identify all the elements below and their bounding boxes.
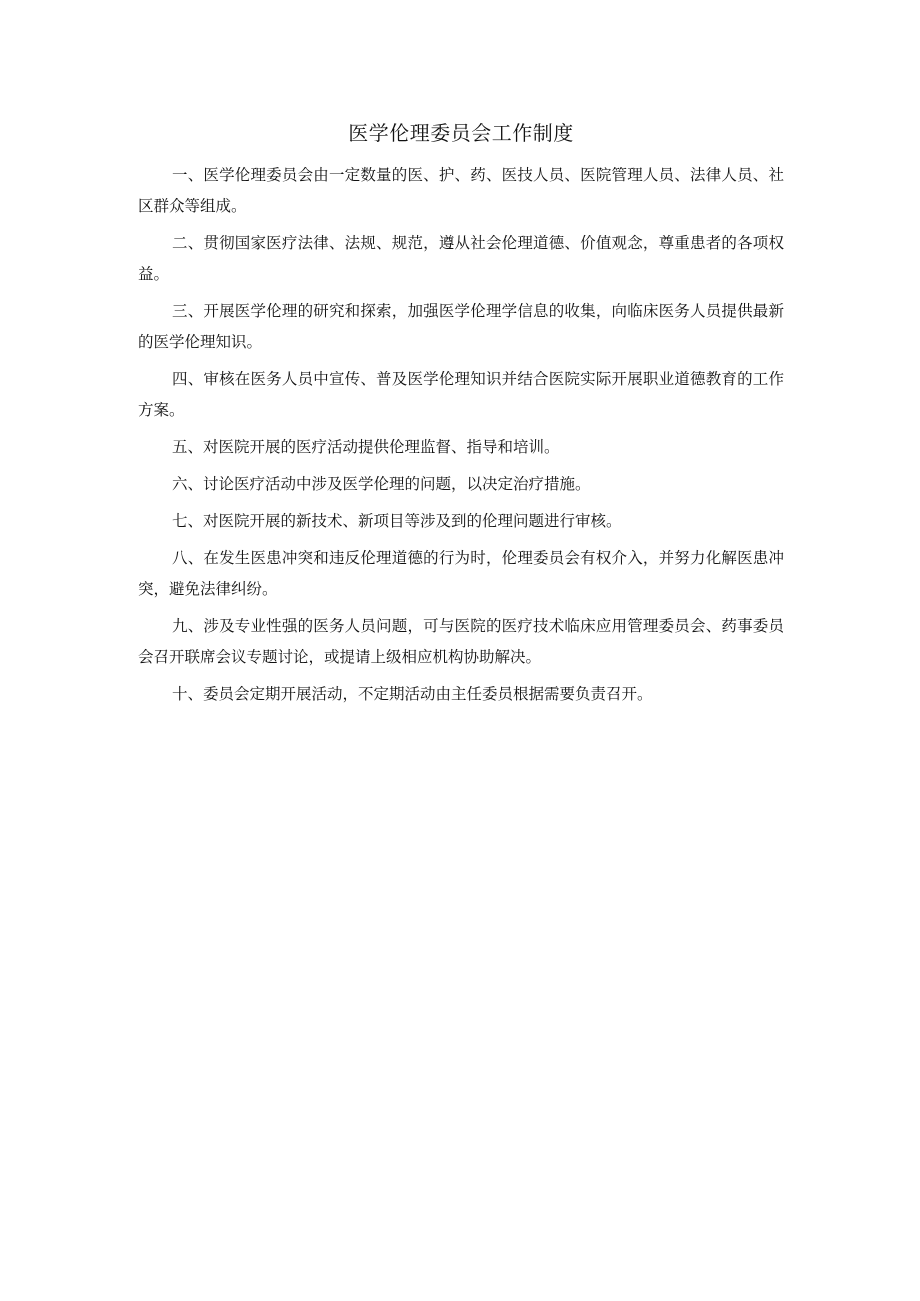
paragraph-6: 六、讨论医疗活动中涉及医学伦理的问题，以决定治疗措施。 (172, 475, 591, 493)
paragraph-9: 九、涉及专业性强的医务人员问题，可与医院的医疗技术临床应用管理委员会、药事委员会召开联席会议专题讨论，或提请上级相应机构协助解决。 (138, 617, 784, 666)
paragraph-10: 十、委员会定期开展活动，不定期活动由主任委员根据需要负责召开。 (172, 685, 653, 703)
paragraph-1: 一、医学伦理委员会由一定数量的医、护、药、医技人员、医院管理人员、法律人员、社区群众等组成。 (138, 166, 784, 215)
paragraph-7: 七、对医院开展的新技术、新项目等涉及到的伦理问题进行审核。 (172, 512, 622, 530)
document-title: 医学伦理委员会工作制度 (348, 121, 574, 145)
paragraph-5: 五、对医院开展的医疗活动提供伦理监督、指导和培训。 (172, 438, 560, 456)
document-page (138, 118, 784, 716)
paragraph-2: 二、贯彻国家医疗法律、法规、规范，遵从社会伦理道德、价值观念，尊重患者的各项权益。 (138, 234, 784, 283)
paragraph-4: 四、审核在医务人员中宣传、普及医学伦理知识并结合医院实际开展职业道德教育的工作方案。 (138, 370, 784, 419)
paragraph-3: 三、开展医学伦理的研究和探索，加强医学伦理学信息的收集，向临床医务人员提供最新的医学伦理知识。 (138, 302, 784, 351)
paragraph-8: 八、在发生医患冲突和违反伦理道德的行为时，伦理委员会有权介入，并努力化解医患冲突，避免法律纠纷。 (138, 549, 784, 598)
